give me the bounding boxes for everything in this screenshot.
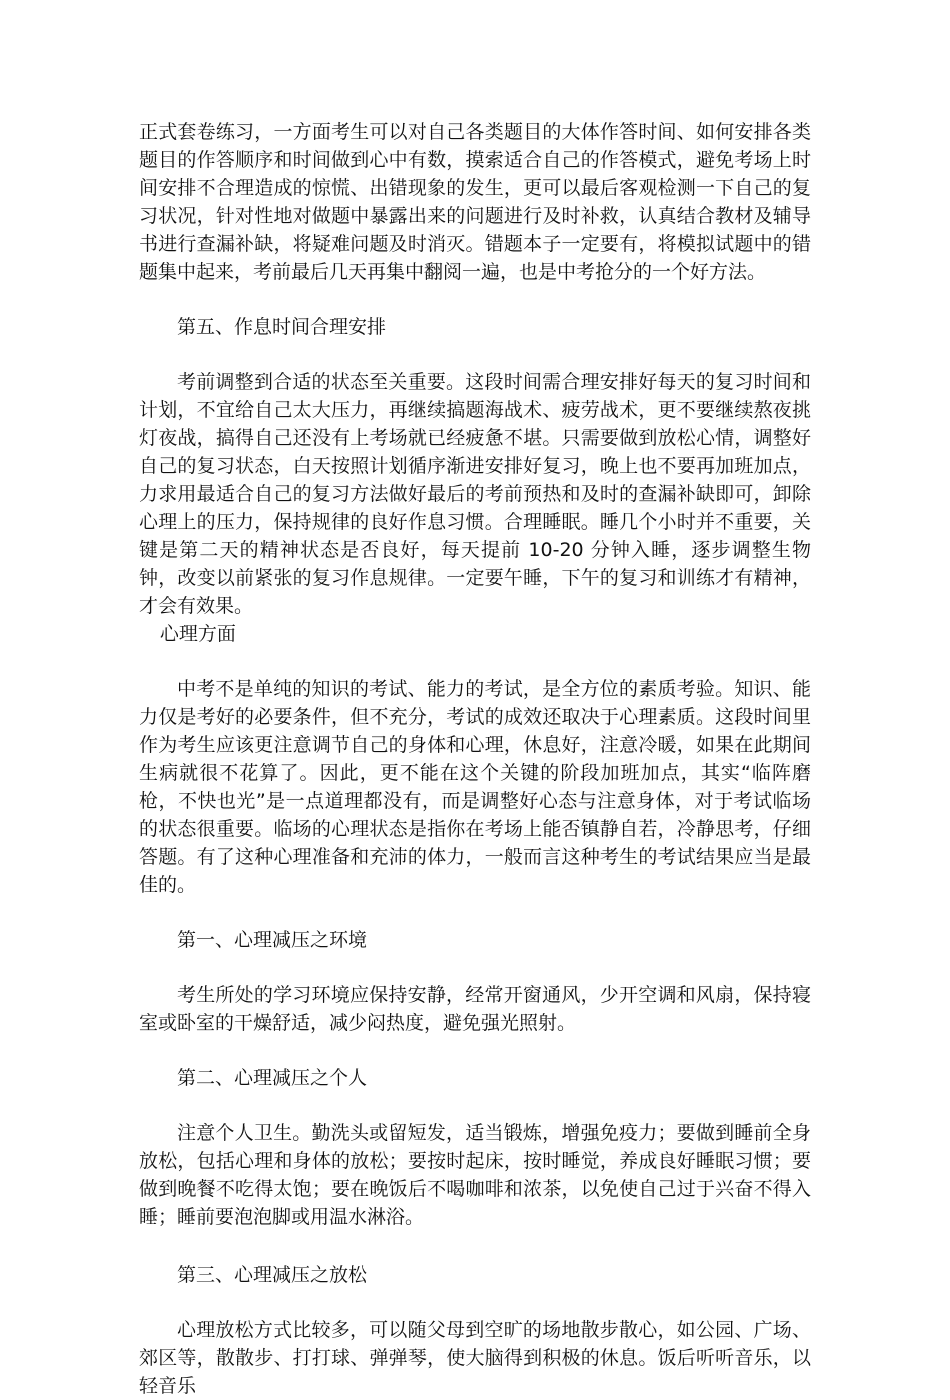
- paragraph-psychology: 中考不是单纯的知识的考试、能力的考试，是全方位的素质考验。知识、能力仅是考好的必要条件，但不充分，考试的成效还取决于心理素质。这段时间里作为考生应该更注意调节自己的身体和心理，休息好，注意冷暖，如果在此期间生病就很不花算了。因此，更不能在这个关键的阶段加班加点，其实“临阵磨枪，不快也光”是一点道理都没有，而是调整好心态与注意身体，对于考试临场的状态很重要。临场的心理状态是指你在考场上能否镇静自若，冷静思考，仔细答题。有了这种心理准备和充沛的体力，一般而言这种考生的考试结果应当是最佳的。: [139, 678, 811, 896]
- heading-fifth: 第五、作息时间合理安排: [177, 316, 387, 338]
- paragraph-second: 注意个人卫生。勤洗头或留短发，适当锻炼，增强免疫力；要做到睡前全身放松，包括心理和身体的放松；要按时起床，按时睡觉，养成良好睡眠习惯；要做到晚餐不吃得太饱；要在晚饭后不喝咖啡和浓茶，以免使自己过于兴奋不得入睡；睡前要泡泡脚或用温水淋浴。: [139, 1122, 811, 1228]
- paragraph-first: 考生所处的学习环境应保持安静，经常开窗通风，少开空调和风扇，保持寝室或卧室的干燥舒适，减少闷热度，避免强光照射。: [139, 984, 811, 1034]
- heading-first: 第一、心理减压之环境: [177, 929, 368, 951]
- document-page: [139, 118, 811, 1400]
- paragraph-intro: 正式套卷练习，一方面考生可以对自己各类题目的大体作答时间、如何安排各类题目的作答顺序和时间做到心中有数，摸索适合自己的作答模式，避免考场上时间安排不合理造成的惊慌、出错现象的发生，更可以最后客观检测一下自己的复习状况，针对性地对做题中暴露出来的问题进行及时补救，认真结合教材及辅导书进行查漏补缺，将疑难问题及时消灭。错题本子一定要有，将模拟试题中的错题集中起来，考前最后几天再集中翻阅一遍，也是中考抢分的一个好方法。: [139, 121, 811, 283]
- paragraph-third: 心理放松方式比较多，可以随父母到空旷的场地散步散心，如公园、广场、郊区等，散散步、打打球、弹弹琴，使大脑得到积极的休息。饭后听听音乐，以轻音乐: [139, 1319, 811, 1397]
- heading-second: 第二、心理减压之个人: [177, 1067, 368, 1089]
- heading-third: 第三、心理减压之放松: [177, 1264, 368, 1286]
- paragraph-fifth: 考前调整到合适的状态至关重要。这段时间需合理安排好每天的复习时间和计划，不宜给自己太大压力，再继续搞题海战术、疲劳战术，更不要继续熬夜挑灯夜战，搞得自己还没有上考场就已经疲惫不堪。只需要做到放松心情，调整好自己的复习状态，白天按照计划循序渐进安排好复习，晚上也不要再加班加点，力求用最适合自己的复习方法做好最后的考前预热和及时的查漏补缺即可，卸除心理上的压力，保持规律的良好作息习惯。合理睡眠。睡几个小时并不重要，关键是第二天的精神状态是否良好，每天提前 10-20 分钟入睡，逐步调整生物钟，改变以前紧张的复习作息规律。一定要午睡，下午的复习和训练才有精神，才会有效果。: [139, 371, 811, 617]
- heading-psychology: 心理方面: [159, 623, 236, 645]
